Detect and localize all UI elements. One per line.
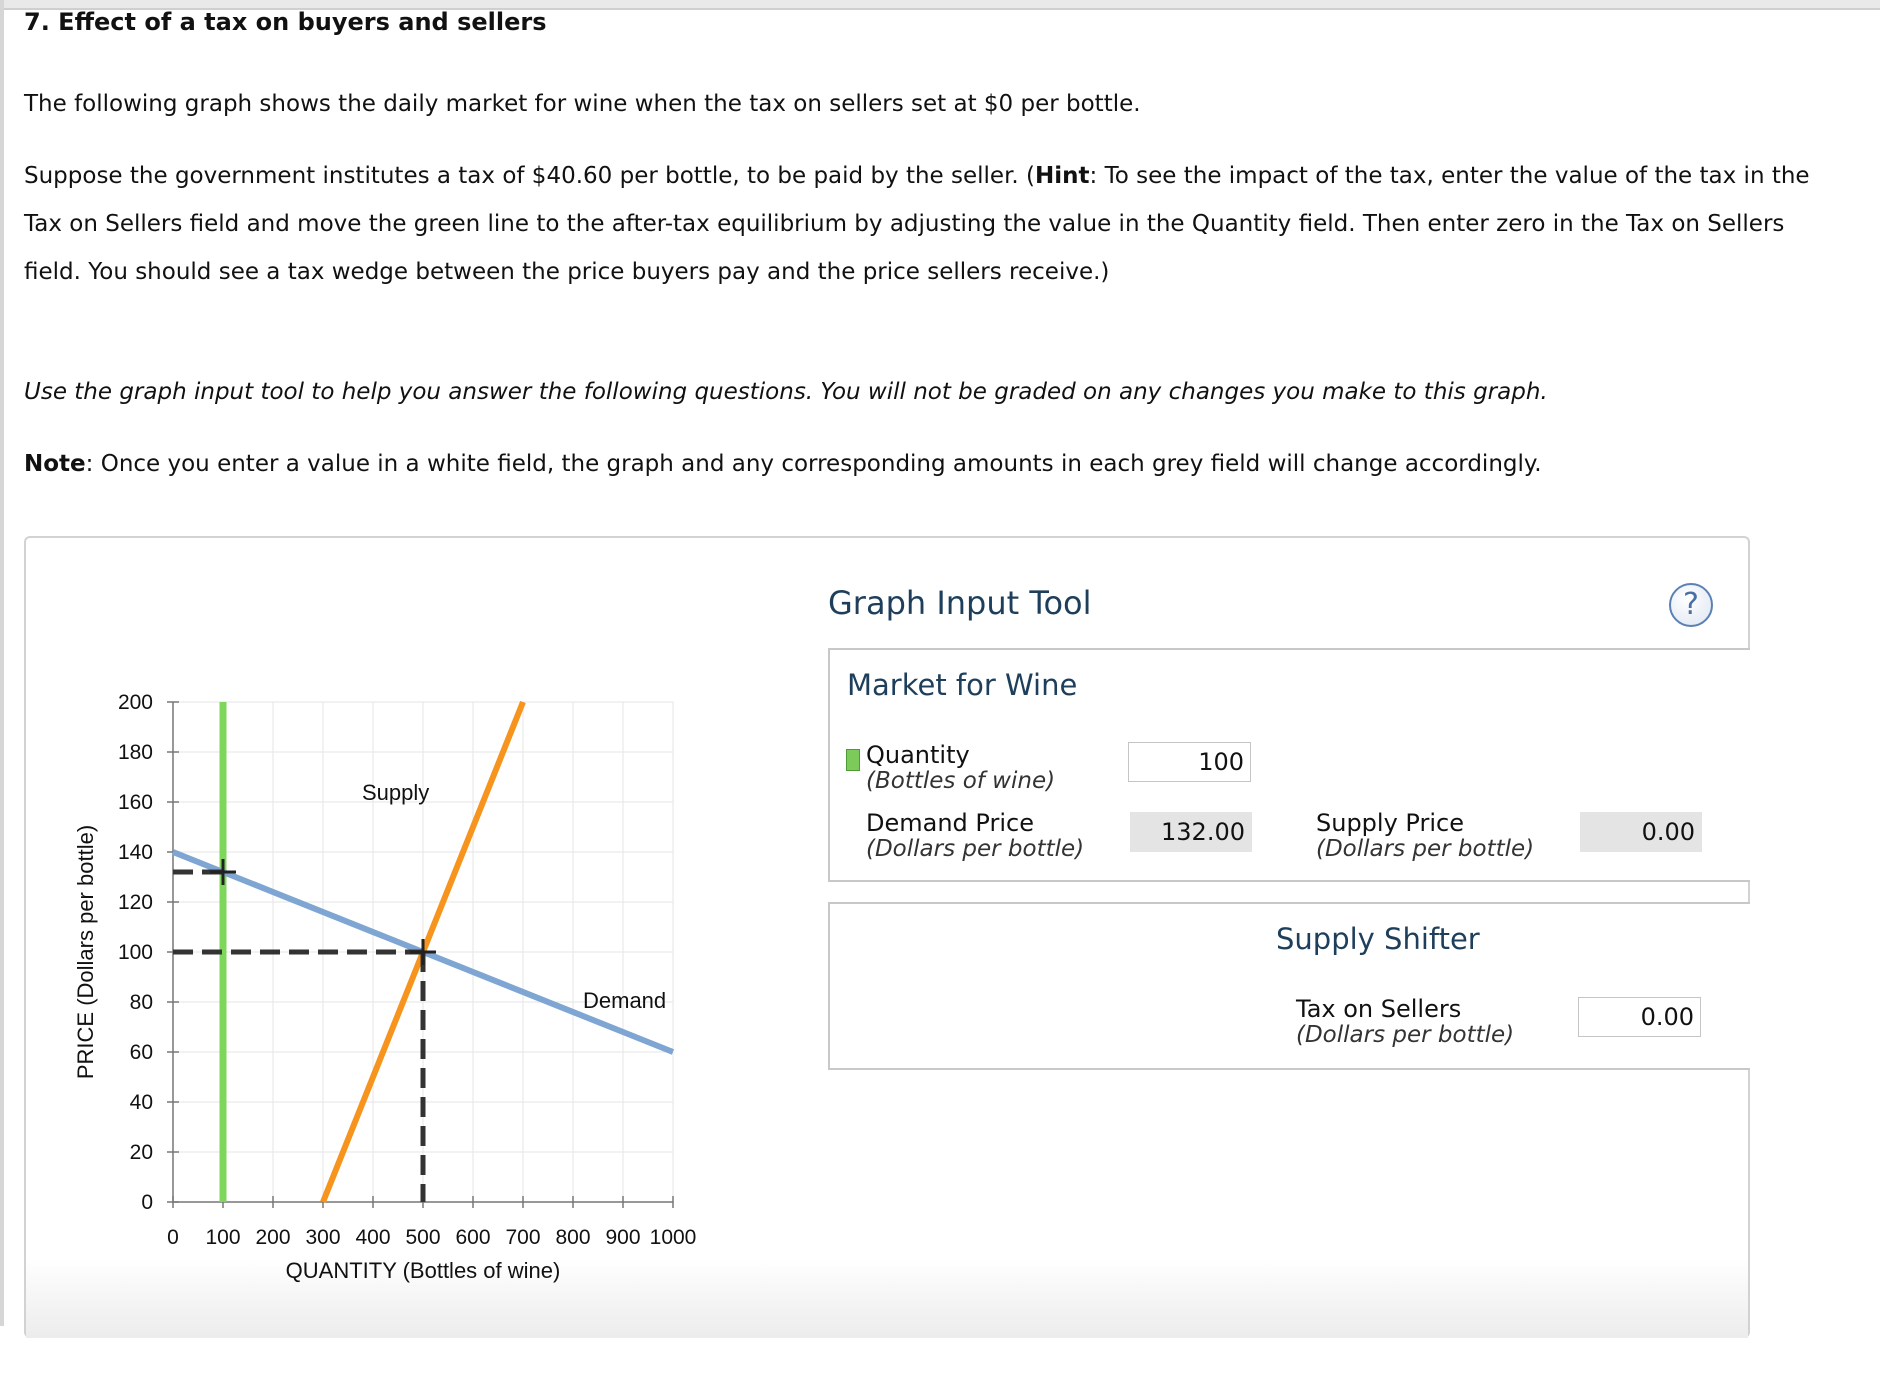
y-tick-label-0: 0: [141, 1191, 153, 1214]
y-tick-label-200: 200: [117, 691, 153, 714]
demand-curve-label: Demand: [583, 988, 667, 1013]
quantity-unit: (Bottles of wine): [866, 768, 1056, 794]
supply-shifter-title: Supply Shifter: [1276, 922, 1480, 956]
note-text: [24, 440, 1844, 488]
supply-price-label: Supply Price (Dollars per bottle): [1316, 809, 1535, 862]
tax-on-sellers-input[interactable]: 0.00: [1578, 997, 1701, 1037]
demand-price-label: Demand Price (Dollars per bottle): [866, 809, 1085, 862]
question-title: 7. Effect of a tax on buyers and sellers: [24, 8, 547, 36]
tax-on-sellers-unit: (Dollars per bottle): [1296, 1022, 1515, 1048]
graph-input-tool-title: Graph Input Tool: [828, 584, 1092, 622]
quantity-input[interactable]: 100: [1128, 742, 1251, 782]
x-tick-label-1000: 1000: [649, 1226, 697, 1249]
y-tick-label-20: 20: [129, 1141, 153, 1164]
left-border: [0, 0, 4, 1326]
y-tick-label-180: 180: [117, 741, 153, 764]
supply-price-unit: (Dollars per bottle): [1316, 836, 1535, 862]
intro-text: The following graph shows the daily market for wine when the tax on sellers set at $0 per bottle.: [24, 91, 1141, 117]
y-tick-label-80: 80: [129, 991, 153, 1014]
x-tick-label-300: 300: [305, 1226, 341, 1249]
x-tick-label-500: 500: [405, 1226, 441, 1249]
instruction-text: Use the graph input tool to help you answer the following questions. You will not be graded on any changes you make to this graph.: [24, 379, 1548, 405]
tax-on-sellers-label: Tax on Sellers (Dollars per bottle): [1296, 995, 1515, 1048]
market-chart[interactable]: [60, 640, 820, 1400]
quantity-label: Quantity (Bottles of wine): [866, 741, 1056, 794]
y-axis-label: PRICE (Dollars per bottle): [73, 824, 98, 1080]
y-tick-label-120: 120: [117, 891, 153, 914]
suppose-start: Suppose the government institutes a tax of $40.60 per bottle, to be paid by the seller. (: [24, 163, 1036, 189]
supply-price-value: 0.00: [1580, 812, 1702, 852]
note-body: : Once you enter a value in a white field, the graph and any corresponding amounts in each grey field will change accordingly.: [85, 451, 1542, 477]
y-tick-label-40: 40: [129, 1091, 153, 1114]
note-label: Note: [24, 451, 86, 477]
x-tick-label-900: 900: [605, 1226, 641, 1249]
quantity-swatch-icon: [846, 749, 860, 771]
supply-curve-label: Supply: [362, 780, 430, 805]
x-tick-label-600: 600: [455, 1226, 491, 1249]
hint-label: Hint: [1035, 163, 1090, 189]
x-tick-label-800: 800: [555, 1226, 591, 1249]
x-tick-label-700: 700: [505, 1226, 541, 1249]
x-tick-label-100: 100: [205, 1226, 241, 1249]
suppose-text: [24, 152, 1844, 296]
x-tick-label-0: 0: [167, 1226, 179, 1249]
suppose-end: : To see the impact of the tax, enter the value of the tax in the Tax on Sellers field and move the green line to the after-tax equilibrium by adjusting the value in the Quantity field. Then enter zero in the Tax on Sellers field. You should see a tax wedge between the price buyers pay and the price sellers receive.): [24, 163, 1810, 285]
y-tick-label-140: 140: [117, 841, 153, 864]
demand-price-value: 132.00: [1130, 812, 1252, 852]
help-icon[interactable]: ?: [1669, 583, 1713, 627]
demand-price-unit: (Dollars per bottle): [866, 836, 1085, 862]
y-tick-label-160: 160: [117, 791, 153, 814]
y-tick-label-100: 100: [117, 941, 153, 964]
x-tick-label-400: 400: [355, 1226, 391, 1249]
x-axis-label: QUANTITY (Bottles of wine): [285, 1258, 561, 1283]
x-tick-label-200: 200: [255, 1226, 291, 1249]
market-title: Market for Wine: [847, 668, 1078, 702]
y-tick-label-60: 60: [129, 1041, 153, 1064]
